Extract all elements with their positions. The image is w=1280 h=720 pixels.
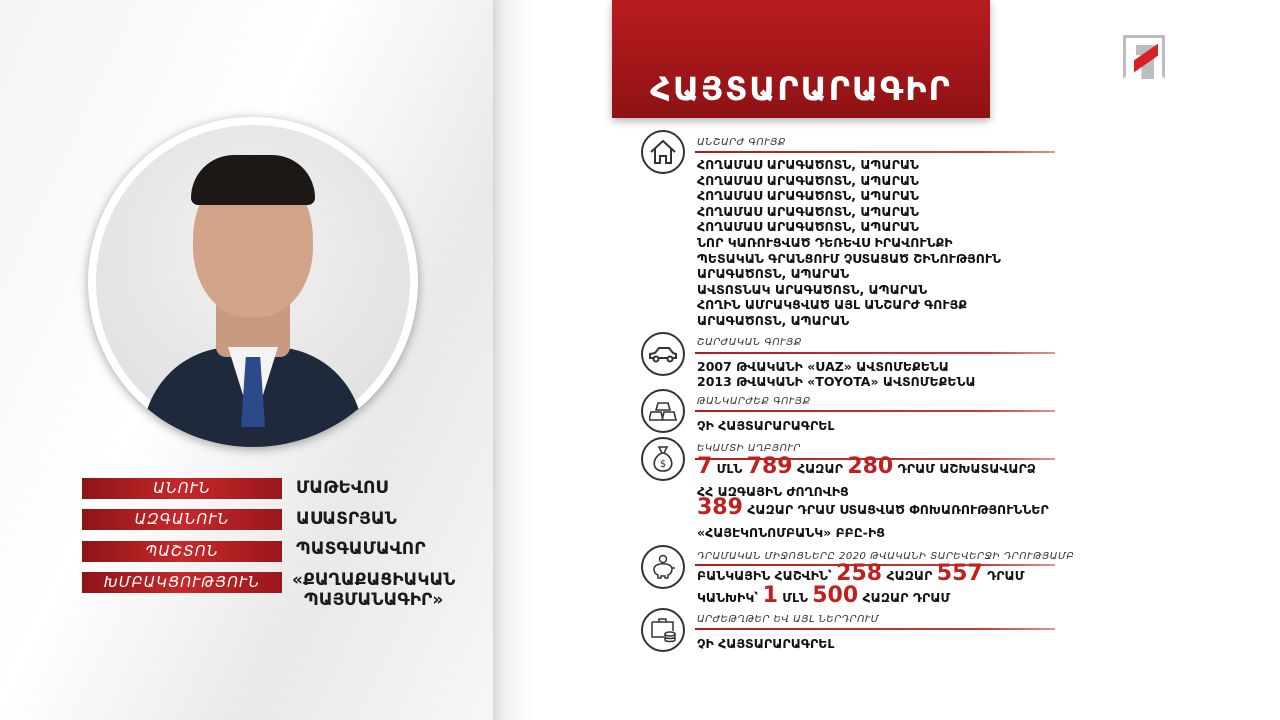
label-position: ՊԱՇՏՈՆ — [82, 541, 282, 562]
divider — [695, 352, 1055, 354]
real-estate-item: ԱՐԱԳԱԾՈՏՆ, ԱՊԱՐԱՆ — [697, 266, 850, 282]
briefcase-coins-icon — [641, 608, 685, 652]
real-estate-item: ՀՈՂԱՄԱՍ ԱՐԱԳԱԾՈՏՆ, ԱՊԱՐԱՆ — [697, 157, 919, 172]
house-icon — [641, 130, 685, 174]
section-title-real-estate: ԱՆՇԱՐԺ ԳՈՒՅՔ — [697, 137, 786, 148]
value-position: ՊԱՏԳԱՄԱՎՈՐ — [296, 539, 426, 559]
income-salary-source: ՀՀ ԱԶԳԱՅԻՆ ԺՈՂՈՎԻՑ — [697, 484, 849, 499]
valuables-value: ՉԻ ՀԱՅՏԱՐԱՐԱԳՐԵԼ — [697, 418, 835, 433]
real-estate-item: ՊԵՏԱԿԱՆ ԳՐԱՆՑՈՒՄ ՉՍՏԱՑԱԾ ՇԻՆՈՒԹՅՈՒՆ — [697, 250, 1001, 266]
car-icon — [641, 332, 685, 376]
page-title: ՀԱՅՏԱՐԱՐԱԳԻՐ — [650, 70, 952, 108]
value-surname: ԱՍԱՏՐՅԱՆ — [296, 509, 397, 529]
channel-logo — [1123, 35, 1165, 79]
svg-text:$: $ — [659, 459, 667, 470]
real-estate-item: ՀՈՂԱՄԱՍ ԱՐԱԳԱԾՈՏՆ, ԱՊԱՐԱՆ — [697, 172, 919, 188]
piggy-bank-icon — [641, 545, 685, 589]
value-name: ՄԱԹԵՎՈՍ — [296, 478, 388, 498]
label-name: ԱՆՈՒՆ — [82, 478, 282, 499]
value-faction: «ՔԱՂԱՔԱՑԻԱԿԱՆ — [292, 570, 456, 590]
portrait-photo — [88, 117, 418, 447]
divider — [695, 628, 1055, 630]
divider — [695, 151, 1055, 153]
real-estate-item: ՀՈՂԻՆ ԱՄՐԱԿՑՎԱԾ ԱՅԼ ԱՆՇԱՐԺ ԳՈՒՅՔ — [697, 297, 967, 313]
money-bag-icon — [641, 437, 685, 481]
income-loan-source: «ՀԱՅԷԿՈՆՈՄԲԱՆԿ» ԲԲԸ-ԻՑ — [697, 525, 886, 540]
real-estate-item: ՀՈՂԱՄԱՍ ԱՐԱԳԱԾՈՏՆ, ԱՊԱՐԱՆ — [697, 203, 919, 219]
real-estate-item: ԱՐԱԳԱԾՈՏՆ, ԱՊԱՐԱՆ — [697, 313, 850, 328]
income-loan: 389 ՀԱԶԱՐ ԴՐԱՄ ՍՏԱՑՎԱԾ ՓՈԽԱՌՈՒԹՅՈՒՆՆԵՐ — [697, 495, 1049, 520]
gold-bars-icon — [641, 389, 685, 433]
cash-in-hand: ԿԱՆԽԻԿ՝ 1 ՄԼՆ 500 ՀԱԶԱՐ ԴՐԱՄ — [697, 583, 951, 608]
section-title-securities: ԱՐԺԵԹՂԹԵՐ ԵՎ ԱՅԼ ՆԵՐԴՐՈՒՄ — [697, 614, 880, 625]
section-title-income: ԵԿԱՄՏԻ ԱՂԲՅՈՒՐ — [697, 443, 801, 454]
title-banner — [612, 0, 990, 118]
real-estate-item: ՀՈՂԱՄԱՍ ԱՐԱԳԱԾՈՏՆ, ԱՊԱՐԱՆ — [697, 188, 919, 204]
section-title-valuables: ԹԱՆԿԱՐԺԵՔ ԳՈՒՅՔ — [697, 396, 811, 407]
movable-item: 2013 ԹՎԱԿԱՆԻ «TOYOTA» ԱՎՏՈՄԵՔԵՆԱ — [697, 374, 976, 389]
label-surname: ԱԶԳԱՆՈՒՆ — [82, 509, 282, 530]
divider — [695, 410, 1055, 412]
section-title-movable: ՇԱՐԺԱԿԱՆ ԳՈՒՅՔ — [697, 337, 802, 348]
section-title-cash: ԴՐԱՄԱԿԱՆ ՄԻՋՈՑՆԵՐԸ 2020 ԹՎԱԿԱՆԻ ՏԱՐԵՎԵՐՋԻ ԴՐՈՒԹՅԱՄԲ — [697, 551, 1075, 562]
real-estate-item: ՀՈՂԱՄԱՍ ԱՐԱԳԱԾՈՏՆ, ԱՊԱՐԱՆ — [697, 219, 919, 235]
real-estate-item: ՆՈՐ ԿԱՌՈՒՑՎԱԾ ԴԵՌԵՎՍ ԻՐԱՎՈՒՆՔԻ — [697, 235, 953, 250]
label-faction: ԽՄԲԱԿՑՈՒԹՅՈՒՆ — [82, 572, 282, 593]
movable-item: 2007 ԹՎԱԿԱՆԻ «UAZ» ԱՎՏՈՄԵՔԵՆԱ — [697, 359, 949, 374]
income-salary: 7 ՄԼՆ 789 ՀԱԶԱՐ 280 ԴՐԱՄ ԱՇԽԱՏԱՎԱՐՁ — [697, 454, 1036, 479]
securities-value: ՉԻ ՀԱՅՏԱՐԱՐԱԳՐԵԼ — [697, 636, 835, 651]
cash-bank-account: ԲԱՆԿԱՅԻՆ ՀԱՇՎԻՆ՝ 258 ՀԱԶԱՐ 557 ԴՐԱՄ — [697, 561, 1025, 586]
value-faction-line2: ՊԱՅՄԱՆԱԳԻՐ» — [304, 590, 444, 610]
real-estate-item: ԱՎՏՈՏՆԱԿ ԱՐԱԳԱԾՈՏՆ, ԱՊԱՐԱՆ — [697, 281, 928, 297]
